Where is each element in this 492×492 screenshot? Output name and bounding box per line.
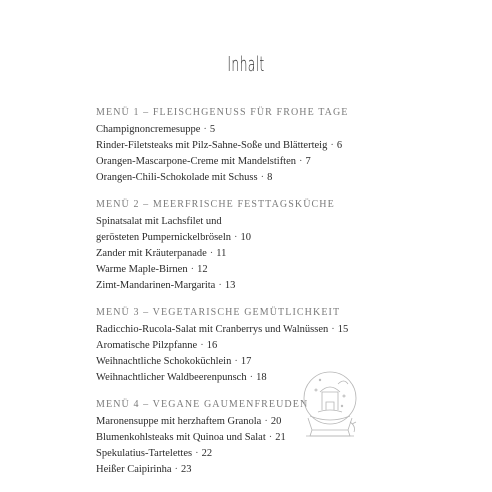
toc-entry xyxy=(96,354,426,370)
page-separator: · xyxy=(260,172,265,183)
entry-title: Zander mit Kräuterpanade xyxy=(96,248,207,259)
page-separator: · xyxy=(268,432,273,443)
entry-title: Spinatsalat mit Lachsfilet und xyxy=(96,216,222,227)
page-separator: · xyxy=(190,264,195,275)
page-number: 23 xyxy=(181,464,192,475)
page-number: 10 xyxy=(240,232,252,243)
page-number: 8 xyxy=(267,172,273,183)
page-separator: · xyxy=(234,232,238,243)
page-separator: · xyxy=(234,356,238,367)
toc-section xyxy=(96,106,426,186)
section-title: MENÜ 2 – MEERFRISCHE FESTTAGSKÜCHE xyxy=(96,199,335,210)
page-number: 21 xyxy=(275,432,286,443)
page-number: 7 xyxy=(305,156,311,167)
toc-entry xyxy=(96,278,426,294)
page-separator: · xyxy=(218,280,222,291)
page-separator: · xyxy=(299,156,303,167)
toc-entry xyxy=(96,214,426,230)
toc-entry xyxy=(96,154,426,170)
toc-entry xyxy=(96,414,426,430)
toc-entry xyxy=(96,446,426,462)
entry-title: Weihnachtliche Schokoküchlein xyxy=(96,356,232,367)
toc-entry xyxy=(96,322,426,338)
entry-title: Rinder-Filetsteaks mit Pilz-Sahne-Soße und Blätterteig xyxy=(96,140,328,151)
entry-title: gerösteten Pumpernickelbröseln xyxy=(96,232,232,243)
page-number: 12 xyxy=(197,264,208,275)
page-separator: · xyxy=(209,248,214,259)
page-number: 13 xyxy=(224,280,236,291)
toc-entry xyxy=(96,230,426,246)
entry-title: Orangen-Mascarpone-Creme mit Mandelstiften xyxy=(96,156,297,167)
entry-title: Aromatische Pilzpfanne xyxy=(96,340,198,351)
entry-title: Weihnachtlicher Waldbeerenpunsch xyxy=(96,372,247,383)
toc-entry xyxy=(96,370,426,386)
toc-entry xyxy=(96,122,426,138)
toc-section xyxy=(96,306,426,386)
page-number: 6 xyxy=(336,140,343,151)
page-number: 20 xyxy=(270,416,282,427)
entry-title: Radicchio-Rucola-Salat mit Cranberrys und Walnüssen xyxy=(96,324,329,335)
page-number: 22 xyxy=(201,448,213,459)
toc-entry xyxy=(96,338,426,354)
page-number: 18 xyxy=(256,372,267,383)
toc-section xyxy=(96,198,426,294)
table-of-contents xyxy=(96,106,426,490)
toc-section xyxy=(96,398,426,478)
page-separator: · xyxy=(195,448,199,459)
page-number: 11 xyxy=(216,248,227,259)
entry-title: Blumenkohlsteaks mit Quinoa und Salat xyxy=(96,432,266,443)
page-number: 15 xyxy=(337,324,349,335)
toc-entry xyxy=(96,246,426,262)
snow-globe-icon xyxy=(298,366,362,444)
entry-title: Spekulatius-Tartelettes xyxy=(96,448,193,459)
entry-title: Orangen-Chili-Schokolade mit Schuss xyxy=(96,172,258,183)
entry-title: Heißer Caipirinha xyxy=(96,464,172,475)
entry-title: Maronensuppe mit herzhaftem Granola xyxy=(96,416,262,427)
page-separator: · xyxy=(200,340,204,351)
toc-entry xyxy=(96,170,426,186)
page-separator: · xyxy=(330,140,334,151)
page-number: 17 xyxy=(240,356,252,367)
page-separator: · xyxy=(249,372,254,383)
page-title: Inhalt xyxy=(227,52,265,76)
entry-title: Warme Maple-Birnen xyxy=(96,264,188,275)
toc-entry xyxy=(96,430,426,446)
entry-title: Champignoncremesuppe xyxy=(96,124,201,135)
toc-entry xyxy=(96,138,426,154)
page-separator: · xyxy=(264,416,268,427)
section-title: MENÜ 3 – VEGETARISCHE GEMÜTLICHKEIT xyxy=(96,307,341,318)
page-separator: · xyxy=(203,124,207,135)
toc-entry xyxy=(96,462,426,478)
entry-title: Zimt-Mandarinen-Margarita xyxy=(96,280,216,291)
page-separator: · xyxy=(174,464,179,475)
section-title: MENÜ 1 – FLEISCHGENUSS FÜR FROHE TAGE xyxy=(96,107,349,118)
toc-entry xyxy=(96,262,426,278)
page-separator: · xyxy=(331,324,335,335)
page-number: 5 xyxy=(209,124,216,135)
page-number: 16 xyxy=(206,340,218,351)
section-title: MENÜ 4 – VEGANE GAUMENFREUDEN xyxy=(96,399,309,410)
